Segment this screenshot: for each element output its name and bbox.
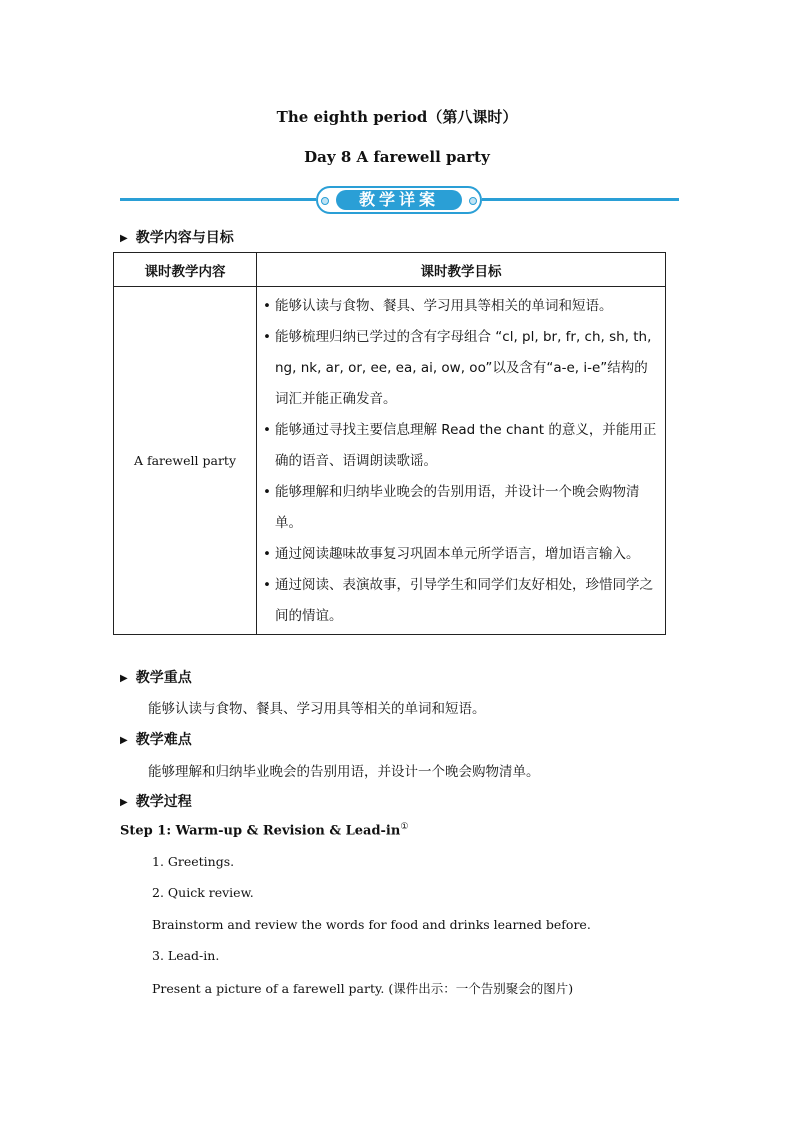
goal-item: • 能够认读与食物、餐具、学习用具等相关的单词和短语。 — [263, 298, 613, 314]
banner-line-left — [120, 198, 316, 201]
banner-dot-icon — [469, 197, 477, 205]
banner-dot-icon — [321, 197, 329, 205]
section-banner — [120, 186, 679, 216]
table-cell-content: A farewell party — [114, 287, 257, 635]
key-points-text: 能够认读与食物、餐具、学习用具等相关的单词和短语。 — [148, 701, 486, 717]
table-cell-goals — [257, 287, 666, 635]
goal-item: • 能够理解和归纳毕业晚会的告别用语，并设计一个晚会购物清单。 — [263, 484, 640, 531]
banner-label: 教学详案 — [358, 190, 439, 209]
section-heading-difficulties: ▶ 教学难点 — [120, 732, 192, 748]
step1-line: Brainstorm and review the words for food and drinks learned before. — [152, 917, 591, 932]
goal-item: • 通过阅读、表演故事，引导学生和同学们友好相处，珍惜同学之间的情谊。 — [263, 577, 653, 624]
page-subtitle: Day 8 A farewell party — [304, 148, 490, 166]
table-header-goals: 课时教学目标 — [257, 253, 666, 287]
difficulties-text: 能够理解和归纳毕业晚会的告别用语，并设计一个晚会购物清单。 — [148, 764, 540, 780]
section-heading-process: ▶ 教学过程 — [120, 794, 192, 810]
triangle-icon: ▶ — [120, 233, 128, 244]
goals-table — [113, 252, 666, 635]
triangle-icon: ▶ — [120, 797, 128, 808]
triangle-icon: ▶ — [120, 735, 128, 746]
footnote-marker: ① — [400, 822, 409, 832]
step1-heading: Step 1: Warm-up & Revision & Lead-in① — [120, 822, 409, 839]
section-heading-key-points: ▶ 教学重点 — [120, 670, 192, 686]
page-title: The eighth period（第八课时） — [276, 108, 518, 126]
goal-item: • 能够通过寻找主要信息理解 Read the chant 的意义，并能用正确的语音、语调朗读歌谣。 — [263, 422, 657, 469]
step1-line: 3. Lead-in. — [152, 948, 220, 963]
triangle-icon: ▶ — [120, 673, 128, 684]
step1-line: 2. Quick review. — [152, 885, 254, 900]
banner-pill — [316, 186, 482, 214]
goal-item: • 能够梳理归纳已学过的含有字母组合 “cl, pl, br, fr, ch, sh, th, ng, nk, ar, or, ee, ea, ai, ow, oo”以及含有“a-e, i-e”结构的词汇并能正确发音。 — [263, 329, 652, 407]
step1-line: Present a picture of a farewell party. (课件出示：一个告别聚会的图片) — [152, 981, 574, 996]
section-heading-content-goals: ▶ 教学内容与目标 — [120, 230, 234, 246]
step1-line: 1. Greetings. — [152, 854, 235, 869]
table-header-row — [114, 253, 666, 287]
table-header-content: 课时教学内容 — [114, 253, 257, 287]
banner-line-right — [482, 198, 679, 201]
table-row — [114, 287, 666, 635]
goal-item: • 通过阅读趣味故事复习巩固本单元所学语言，增加语言输入。 — [263, 546, 640, 562]
